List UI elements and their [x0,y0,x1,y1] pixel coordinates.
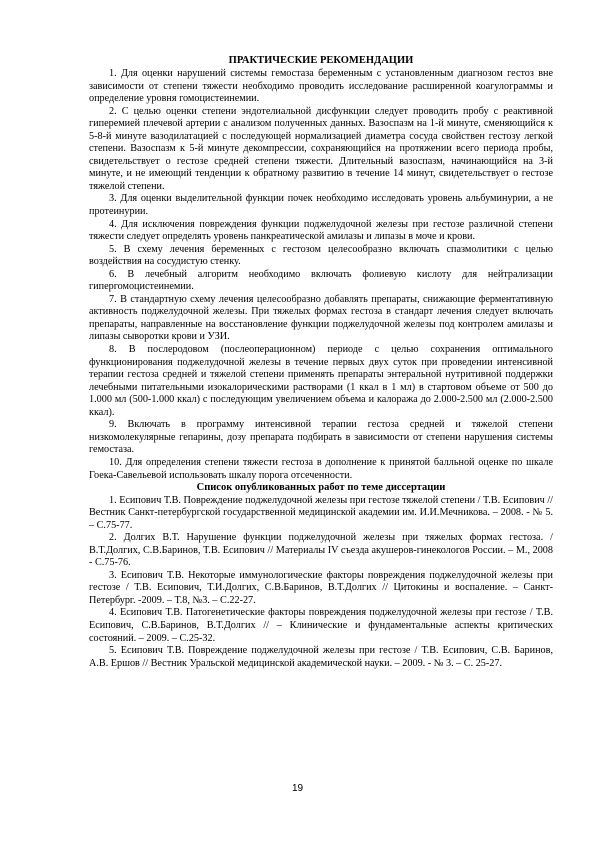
recommendation-item: 5. В схему лечения беременных с гестозом целесообразно включать спазмолитики с целью воздействия на сосудистую стенку. [89,243,553,268]
recommendation-item: 2. С целью оценки степени эндотелиальной дисфункции следует проводить пробу с реактивной гиперемией плечевой артерии с анализом полученных данных. Вазоспазм на 1-й минуте, сменяющийся к 5-8-й минуте вазодилатацией с последующей нормализацией диаметра сосуда свойствен гестозу легкой степени. Вазоспазм к 5-й минуте декомпрессии, сохраняющийся на протяжении всего периода пробы, свидетельствует о гестозе средней степени тяжести. Длительный вазоспазм, начинающийся на 3-й минуте, и не имеющий тенденции к обратному развитию в течение 14 минут, свидетельствует о гестозе тяжелой степени. [89,105,553,192]
recommendation-item: 8. В послеродовом (послеоперационном) периоде с целью сохранения оптимального функционирования поджелудочной железы в течение первых двух суток при проведении интенсивной терапии гестоза средней и тяжелой степени применять препараты энтеральной нутритивной поддержки лечебными питательными изокалорическими растворами (1 ккал в 1 мл) в стартовом объеме от 500 до 1.000 мл (500-1.000 ккал) с последующим увеличением объема и калоража до 2.000-2.500 мл (2.000-2.500 ккал). [89,344,553,418]
publication-item: 1. Есипович Т.В. Повреждение поджелудочной железы при гестозе тяжелой степени / Т.В. Есипович // Вестник Санкт-петербургской государственной медицинской академии им. И.И.Мечникова. – 2008. - № 5. – С.75-77. [89,494,554,531]
recommendations-list [89,68,553,482]
publication-item: 5. Есипович Т.В. Повреждение поджелудочной железы при гестозе / Т.В. Есипович, С.В. Баринов, А.В. Ершов // Вестник Уральской медицинской академической науки. – 2009. - № 3. – С. 25-27. [89,645,553,669]
recommendation-item: 1. Для оценки нарушений системы гемостаза беременным с установленным диагнозом гестоз вне зависимости от степени тяжести необходимо проводить исследование расширенной коагулограммы и определение уровня гомоцистеинемии. [89,68,553,105]
recommendation-item: 7. В стандартную схему лечения целесообразно добавлять препараты, снижающие ферментативную активность поджелудочной железы. При тяжелых формах гестоза в стандарт лечения следует включать препараты, направленные на восстановление функции поджелудочной железы под контролем амилазы и липазы сыворотки крови и УЗИ. [89,293,553,343]
publication-item: 4. Есипович Т.В. Патогенетические факторы повреждения поджелудочной железы при гестозе / Т.В. Есипович, С.В.Баринов, В.Т.Долгих // – Клинические и фундаментальные аспекты критических состояний. – 2009. – С.25-32. [89,607,553,644]
publication-item: 2. Долгих В.Т. Нарушение функции поджелудочной железы при тяжелых формах гестоза. / В.Т.Долгих, С.В.Баринов, Т.В. Есипович // Материалы IV съезда акушеров-гинекологов России. – М., 2008 - С.75-76. [89,532,553,569]
page-number: 19 [291,783,304,794]
recommendation-item: 10. Для определения степени тяжести гестоза в дополнение к принятой балльной оценке по шкале Гоека-Савельевой использовать шкалу порога отсеченности. [89,456,553,481]
recommendation-item: 9. Включать в программу интенсивной терапии гестоза средней и тяжелой степени низкомолекулярные гепарины, дозу препарата подбирать в зависимости от степени нарушения системы гемостаза. [89,419,553,456]
recommendation-item: 6. В лечебный алгоритм необходимо включать фолиевую кислоту для нейтрализации гипергомоцистеинемии. [89,268,553,293]
recommendation-item: 4. Для исключения повреждения функции поджелудочной железы при гестозе различной степени тяжести следует определять уровень панкреатической амилазы и липазы в моче и крови. [89,218,553,243]
publication-item: 3. Есипович Т.В. Некоторые иммунологические факторы повреждения поджелудочной железы при гестозе / Т.В. Есипович, Т.И.Долгих, С.В.Баринов, В.Т.Долгих // Цитокины и воспаление. – Санкт-Петербург. -2009. – Т.8, №3. – С.22-27. [89,569,553,606]
recommendations-title: ПРАКТИЧЕСКИЕ РЕКОМЕНДАЦИИ [228,55,414,66]
publications-list [89,495,553,671]
publications-title: Список опубликованных работ по теме диссертации [196,482,446,494]
recommendation-item: 3. Для оценки выделительной функции почек необходимо исследовать уровень альбуминурии, а не протеинурии. [89,193,553,218]
document-page [89,54,553,670]
